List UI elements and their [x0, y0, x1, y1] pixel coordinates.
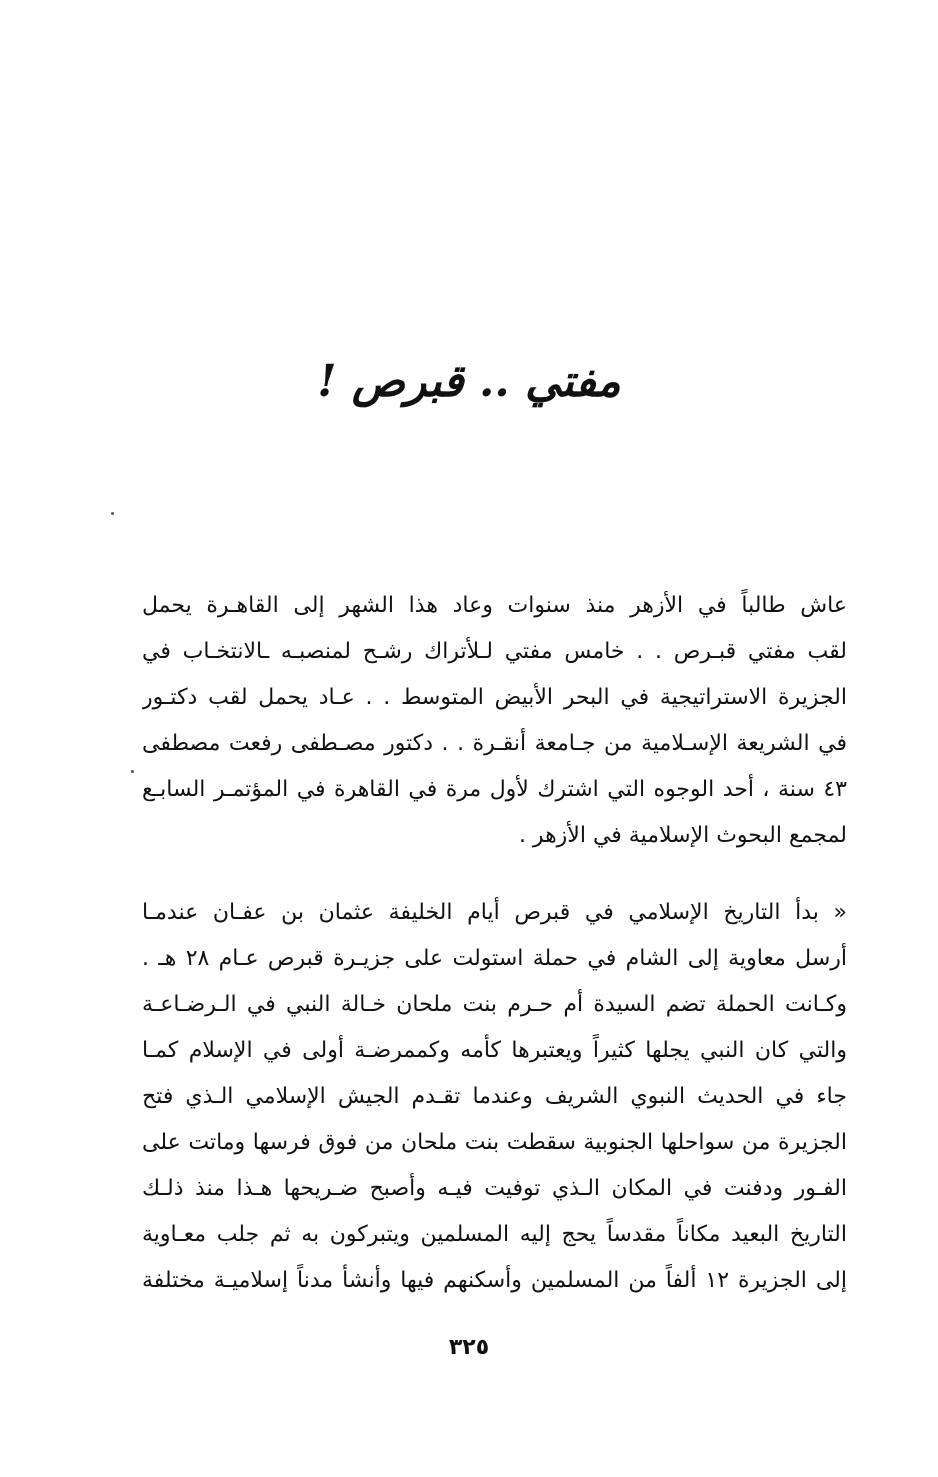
- scan-speck: [131, 770, 134, 773]
- paragraph-line: وكـانت الحملة تضم السيدة أم حـرم بنت ملحان خـالة النبي في الـرضـاعـة: [142, 992, 847, 1017]
- page-number: ٣٢٥: [448, 1335, 490, 1360]
- paragraph-line: لقب مفتي قبـرص . . خامس مفتي لـلأتراك رشـح لمنصبـه ـالانتخـاب في: [142, 639, 847, 664]
- paragraph-line: جاء في الحديث النبوي الشريف وعندما تقـدم الجيش الإسلامي الـذي فتح: [142, 1084, 847, 1109]
- paragraph-line: عاش طالباً في الأزهر منذ سنوات وعاد هذا الشهر إلى القاهـرة يحمل: [142, 593, 847, 618]
- paragraph-line: « بدأ التاريخ الإسلامي في قبرص أيام الخليفة عثمان بن عفـان عندمـا: [142, 900, 847, 925]
- paragraph-line: أرسل معاوية إلى الشام في حملة استولت على جزيـرة قبرص عـام ٢٨ هـ .: [142, 946, 847, 971]
- scan-speck: [111, 512, 114, 515]
- paragraph-line: التاريخ البعيد مكاناً مقدساً يحج إليه المسلمين ويتبركون به ثم جلب معـاوية: [142, 1222, 847, 1247]
- paragraph-line: إلى الجزيرة ١٢ ألفاً من المسلمين وأسكنهم فيها وأنشأ مدناً إسلاميـة مختلفة: [142, 1268, 847, 1293]
- chapter-title: مفتي .. قبرص !: [317, 356, 621, 407]
- paragraph-line: ٤٣ سنة ، أحد الوجوه التي اشترك لأول مرة في القاهرة في المؤتمـر السابـع: [142, 777, 847, 802]
- paragraph-line: الجزيرة الاستراتيجية في البحر الأبيض المتوسط . . عـاد يحمل لقب دكتـور: [142, 685, 847, 710]
- paragraph-line: الجزيرة من سواحلها الجنوبية سقطت بنت ملحان من فوق فرسها وماتت على: [142, 1130, 847, 1155]
- paragraph-line: الفـور ودفنت في المكان الـذي توفيت فيـه وأصبح ضـريحها هـذا منذ ذلـك: [142, 1176, 847, 1201]
- paragraph-line: لمجمع البحوث الإسلامية في الأزهر .: [518, 823, 847, 848]
- paragraph-2: [142, 890, 847, 1304]
- paragraph-line: والتي كان النبي يجلها كثيراً ويعتبرها كأمه وكممرضـة أولى في الإسلام كمـا: [142, 1038, 847, 1063]
- paragraph-1: [142, 583, 847, 859]
- paragraph-line: في الشريعة الإسـلامية من جـامعة أنقـرة . . دكتور مصـطفى رفعت مصطفى: [142, 731, 847, 756]
